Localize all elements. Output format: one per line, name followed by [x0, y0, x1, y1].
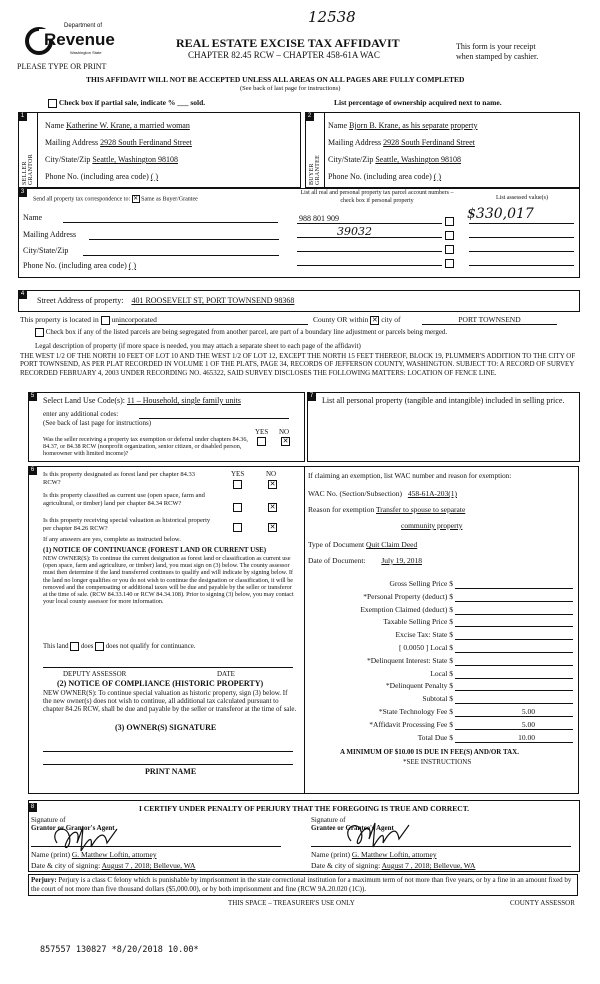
- legal-label: Legal description of property (if more space is needed, you may attach a separate sheet to each page of the affidavit): [35, 342, 361, 350]
- reason-field-1[interactable]: Transfer to spouse to separate: [375, 505, 466, 514]
- section-6-designation: [28, 466, 305, 794]
- logo-name: Revenue: [44, 30, 115, 49]
- see-instructions: *SEE INSTRUCTIONS: [403, 758, 472, 766]
- does-not-checkbox[interactable]: [95, 642, 104, 651]
- section-number: 8: [28, 803, 37, 812]
- tax-row-line: [455, 729, 573, 730]
- grantee-name-field[interactable]: G. Matthew Loftin, attorney: [351, 850, 437, 859]
- s5-yes-checkbox[interactable]: [257, 437, 266, 446]
- tax-row-line: [455, 665, 573, 666]
- street-label: Street Address of property:: [37, 296, 124, 305]
- grantee-date-row: [311, 861, 475, 870]
- warning-text: THIS AFFIDAVIT WILL NOT BE ACCEPTED UNLESS ALL AREAS ON ALL PAGES ARE FULLY COMPLETED: [86, 75, 465, 84]
- q3-text: Is this property receiving special valuation as historical property per chapter 84.26 RCW?: [43, 517, 211, 532]
- street-row: [37, 296, 294, 305]
- grantor-date-label: Date & city of signing:: [31, 861, 101, 870]
- segregated-row: [35, 328, 447, 337]
- seller-city-label: City/State/Zip: [45, 155, 91, 164]
- q3-yes-checkbox[interactable]: [233, 523, 242, 532]
- s3-address-row: [23, 230, 76, 239]
- city-of-label: city of: [381, 315, 401, 324]
- land-use-label: Select Land Use Code(s):: [43, 396, 125, 405]
- tax-row-line: [455, 639, 573, 640]
- tax-row-line: [455, 690, 573, 691]
- correspondence-label: Send all property tax correspondence to:: [33, 196, 131, 203]
- seller-city-field[interactable]: Seattle, Washington 98108: [92, 155, 178, 164]
- tax-row-label: *Delinquent Penalty $: [385, 681, 453, 691]
- same-as-buyer-label: Same as Buyer/Grantee: [141, 196, 198, 203]
- grantor-agent-label: Grantor or Grantor's Agent: [31, 824, 115, 832]
- if-yes-text: If any answers are yes, complete as instructed below.: [43, 536, 181, 543]
- certify-text: I CERTIFY UNDER PENALTY OF PERJURY THAT THE FOREGOING IS TRUE AND CORRECT.: [139, 804, 470, 813]
- perjury-text: Perjury is a class C felony which is punishable by imprisonment in the state correctional institution for a maximum term of not more than five years, or by a fine in an amount fixed by the court of not more than five thousand dollars ($5,000.00), or by both imprisonment and fine (RCW 9A.20.020 (1C)).: [31, 876, 572, 893]
- q3-no-checkbox[interactable]: ✕: [269, 523, 276, 531]
- section-number: 6: [28, 466, 37, 475]
- assessed-header: List assessed value(s): [496, 195, 548, 201]
- seller-name-field[interactable]: Katherine W. Krane, a married woman: [66, 121, 190, 130]
- s3-name-label: Name: [23, 213, 43, 222]
- buyer-phone-label: Phone No. (including area code): [328, 172, 432, 181]
- s5-no-checkbox[interactable]: ✕: [282, 437, 289, 445]
- receipt-note-1: This form is your receipt: [456, 42, 536, 51]
- doc-date-label: Date of Document:: [308, 556, 366, 565]
- grantor-date-row: [31, 861, 195, 870]
- print-name-label: PRINT NAME: [145, 767, 197, 776]
- assessed-1[interactable]: $330,017: [467, 206, 534, 222]
- please-type: PLEASE TYPE OR PRINT: [17, 62, 107, 71]
- wac-row: [308, 489, 457, 498]
- section-5-land-use: [28, 392, 305, 462]
- unincorporated-label: unincorporated: [111, 315, 157, 324]
- legal-description: THE WEST 1/2 OF THE NORTH 10 FEET OF LOT 10 AND THE WEST 1/2 OF LOT 12, EXCEPT THE NORTH 15 FEET THEREOF, BLOCK 19, PLUMMER'S ADDITION TO THE CITY OF PORT TOWNSEND, AS PER PLAT RECORDED IN VOLUME 1 OF THE PLATS, PAGE 34, RECORDS OF JEFFERSON COUNTY, WASHINGTON. SUBJECT TO: A RECORD OF SURVEY RECORDED FEBRUARY 4, 2003 UNDER RECORDING NO. 465322, SAID SURVEY DISCLOSES THE FOLLOWING MATTERS: LOCATION OF FENCE LINE.: [20, 352, 576, 377]
- grantor-name-field[interactable]: G. Matthew Loftin, attorney: [71, 850, 157, 859]
- county-or-label: County OR within: [313, 315, 369, 324]
- tax-row-value[interactable]: 5.00: [521, 719, 535, 729]
- unincorporated-checkbox[interactable]: [101, 316, 110, 325]
- grantee-date-field[interactable]: August 7 , 2018; Bellevue, WA: [381, 861, 476, 870]
- doc-date-row: [308, 556, 422, 565]
- grantee-date-label: Date & city of signing:: [311, 861, 381, 870]
- assessed-line-4: [469, 265, 574, 266]
- account-line-4: [297, 265, 442, 266]
- q1-text: Is this property designated as forest land per chapter 84.33 RCW?: [43, 471, 195, 486]
- land-use-row: [43, 396, 241, 405]
- tax-row-line: [455, 601, 573, 602]
- segregated-checkbox[interactable]: [35, 328, 44, 337]
- buyer-address-field[interactable]: 2928 South Ferdinand Street: [383, 138, 475, 147]
- tax-row-line: [455, 678, 573, 679]
- tax-row-label: Exemption Claimed (deduct) $: [360, 604, 453, 614]
- personal-prop-checkbox-1[interactable]: [445, 217, 454, 226]
- tax-row-label: Taxable Selling Price $: [383, 617, 453, 627]
- seller-side-label: SELLER GRANTOR: [22, 154, 34, 185]
- buyer-address-row: [328, 138, 475, 147]
- tax-row-label: *State Technology Fee $: [378, 707, 453, 716]
- perjury-box: [28, 874, 578, 896]
- buyer-name-field[interactable]: Bjorn B. Krane, as his separate property: [349, 121, 478, 130]
- seller-address-field[interactable]: 2928 South Ferdinand Street: [100, 138, 192, 147]
- buyer-city-label: City/State/Zip: [328, 155, 374, 164]
- doc-type-row: [308, 540, 417, 549]
- seller-address-row: [45, 138, 192, 147]
- account-line-1: [297, 223, 442, 224]
- additional-codes-field[interactable]: [139, 418, 289, 419]
- section-number: 1: [18, 112, 27, 121]
- grantor-sig-line: [31, 846, 281, 847]
- seller-phone-row: [45, 172, 158, 181]
- tax-row-label: [ 0.0050 ] Local $: [399, 643, 453, 652]
- exemption-question: Was the seller receiving a property tax exemption or deferral under chapters 84.36, 84.37, or 84.38 RCW (nonprofit organization, senior citizen, or disabled person, homeowner with limited income)?: [43, 436, 248, 457]
- s3-city-row: [23, 246, 68, 255]
- s3-address-label: Mailing Address: [23, 230, 77, 239]
- buyer-city-field[interactable]: Seattle, Washington 98108: [375, 155, 461, 164]
- reason-row: [308, 505, 465, 514]
- account-line-3: [297, 251, 442, 252]
- grantee-agent-label: Grantee or Grantee's Agent: [311, 824, 394, 832]
- date-label: DATE: [217, 670, 235, 678]
- buyer-name-row: [328, 121, 478, 130]
- does-label: does: [80, 643, 94, 651]
- s6-yes-header: YES: [231, 470, 245, 478]
- tax-row-line: [455, 614, 573, 615]
- seller-phone-field[interactable]: ( ): [150, 172, 159, 181]
- partial-sale-checkbox[interactable]: [48, 99, 57, 108]
- seller-name-row: [45, 121, 190, 130]
- tax-row-label: Excise Tax: State $: [395, 630, 453, 640]
- land-use-field[interactable]: 11 – Household, single family units: [126, 396, 241, 405]
- section-7-personal-property: [307, 392, 580, 462]
- q2-yes-checkbox[interactable]: [233, 503, 242, 512]
- doc-type-field[interactable]: Quit Claim Deed: [366, 540, 418, 549]
- tax-row-line: [455, 716, 573, 717]
- tax-row-line: [455, 626, 573, 627]
- receipt-note-2: when stamped by cashier.: [456, 52, 539, 61]
- seller-address-label: Mailing Address: [45, 138, 99, 147]
- grantee-sig-of: Signature of: [311, 816, 346, 824]
- city-field[interactable]: PORT TOWNSEND: [422, 315, 557, 325]
- buyer-side-label: BUYER GRANTEE: [309, 154, 321, 185]
- section-1-seller: [18, 112, 301, 188]
- s3-phone-field[interactable]: ( ): [128, 261, 137, 270]
- within-city-checkbox[interactable]: ✕: [371, 315, 378, 324]
- this-land-row: [43, 642, 195, 651]
- section-number: 2: [305, 112, 314, 121]
- tax-row-line: [455, 652, 573, 653]
- s5-no-header: NO: [279, 428, 290, 436]
- assessed-line-1: [469, 223, 574, 224]
- tax-row-label: Gross Selling Price $: [389, 579, 453, 588]
- notice1-title: (1) NOTICE OF CONTINUANCE (FOREST LAND OR CURRENT USE): [43, 546, 267, 554]
- s3-phone-row: [23, 261, 136, 270]
- section-number: 7: [307, 392, 316, 401]
- wac-label: WAC No. (Section/Subsection): [308, 489, 402, 498]
- seller-phone-label: Phone No. (including area code): [45, 172, 149, 181]
- doc-type-label: Type of Document: [308, 540, 365, 549]
- exemption-tax-panel: [303, 466, 579, 794]
- tax-row-label: Subtotal $: [422, 694, 453, 704]
- tax-row-value[interactable]: 10.00: [518, 732, 535, 742]
- tax-row-label: *Delinquent Interest: State $: [366, 655, 453, 665]
- tax-row-value[interactable]: 5.00: [521, 707, 535, 716]
- claim-label: If claiming an exemption, list WAC number and reason for exemption:: [308, 472, 512, 480]
- s5-yes-header: YES: [255, 428, 269, 436]
- buyer-city-row: [328, 155, 461, 164]
- notice2-text: NEW OWNER(S): To continue special valuation as historic property, sign (3) below. If the new owner(s) does not wish to continue, all additional tax calculated pursuant to chapter 84.26 RCW, shall be due and payable by the seller or transferor at the time of sale.: [43, 689, 297, 713]
- partial-sale-row: [48, 98, 205, 108]
- buyer-address-label: Mailing Address: [328, 138, 382, 147]
- s5-see-back: (See back of last page for instructions): [43, 419, 152, 427]
- account-1[interactable]: 988 801 909: [299, 214, 339, 223]
- street-field[interactable]: 401 ROOSEVELT ST, PORT TOWNSEND 98368: [131, 296, 295, 305]
- section-number: 4: [18, 290, 27, 299]
- s3-phone-label: Phone No. (including area code): [23, 261, 127, 270]
- same-as-buyer-checkbox[interactable]: ✕: [133, 196, 139, 202]
- grantor-date-field[interactable]: August 7 , 2018; Bellevue, WA: [101, 861, 196, 870]
- personal-prop-checkbox-4[interactable]: [445, 259, 454, 268]
- ownership-note: List percentage of ownership acquired next to name.: [334, 98, 502, 107]
- assessed-line-2: [469, 237, 574, 238]
- reason-field-2[interactable]: community property: [401, 521, 463, 530]
- section-3-correspondence: [18, 188, 580, 278]
- section-4-property: [18, 290, 580, 312]
- buyer-phone-row: [328, 172, 441, 181]
- personal-prop-checkbox-3[interactable]: [445, 245, 454, 254]
- s3-city-label: City/State/Zip: [23, 246, 69, 255]
- q2-text: Is this property classified as current use (open space, farm and agricultural, or timber) land per chapter 84.34 RCW?: [43, 492, 205, 507]
- does-not-label: does not qualify for continuance.: [105, 643, 196, 651]
- buyer-name-label: Name: [328, 121, 348, 130]
- tax-row-label: Local $: [430, 668, 453, 678]
- notice2-title: (2) NOTICE OF COMPLIANCE (HISTORIC PROPERTY): [57, 679, 264, 688]
- grantor-sig-of: Signature of: [31, 816, 66, 824]
- section-8-certification: [28, 800, 580, 872]
- assessed-line-3: [469, 251, 574, 252]
- owner-signature-title: (3) OWNER(S) SIGNATURE: [115, 723, 217, 732]
- treasurer-use: THIS SPACE – TREASURER'S USE ONLY: [228, 899, 355, 907]
- segregated-label: Check box if any of the listed parcels are being segregated from another parcel, are part of a boundary line adjustment or parcels being merged.: [45, 328, 448, 337]
- accounts-header: List all real and personal property tax parcel account numbers – check box if personal property: [300, 190, 454, 204]
- seller-city-row: [45, 155, 178, 164]
- correspondence-row: [33, 195, 198, 203]
- county-assessor-label: COUNTY ASSESSOR: [510, 899, 575, 907]
- deputy-assessor-line[interactable]: [43, 667, 293, 668]
- grantee-sig-line: [311, 846, 571, 847]
- account-2[interactable]: 39032: [337, 225, 372, 238]
- this-land-label: This land: [43, 643, 69, 651]
- account-line-2: [297, 237, 442, 238]
- seller-name-label: Name: [45, 121, 65, 130]
- section-number: 3: [18, 188, 27, 197]
- deputy-assessor-label: DEPUTY ASSESSOR: [63, 670, 127, 678]
- q2-no-checkbox[interactable]: ✕: [269, 503, 276, 511]
- s3-address-field[interactable]: [89, 239, 279, 240]
- partial-sale-label: Check box if partial sale, indicate % ___ sold.: [58, 98, 206, 107]
- s3-city-field[interactable]: [83, 255, 279, 256]
- tax-row-label: *Affidavit Processing Fee $: [369, 719, 453, 729]
- grantor-name-row: [31, 850, 157, 859]
- section-number: 5: [28, 392, 37, 401]
- form-title: REAL ESTATE EXCISE TAX AFFIDAVIT: [176, 36, 400, 50]
- notice1-text: NEW OWNER(S): To continue the current designation as forest land or classification as current use (open space, farm and agriculture, or timber) land, you must sign on (3) below. The county assessor must then determine if the land transferred continues to qualify and will indicate by signing below. If the land no longer qualifies or you do not wish to continue the designation or classification, it will be removed and the compensating or additional taxes will be due and payable by the seller or transferor at the time of sale. (RCW 84.33.140 or RCW 84.34.108). Prior to signing (3) below, you may contact your local county assessor for more information.: [43, 555, 294, 606]
- doc-date-field[interactable]: July 19, 2018: [381, 556, 422, 565]
- tax-row-label: *Personal Property (deduct) $: [363, 591, 453, 601]
- personal-prop-checkbox-2[interactable]: [445, 231, 454, 240]
- cashier-stamp: 857557 130827 *8/20/2018 10.00*: [40, 945, 199, 955]
- located-in-label: This property is located in: [20, 315, 99, 324]
- dor-logo: [22, 20, 117, 62]
- wac-field[interactable]: 458-61A-203(1): [407, 489, 457, 498]
- s3-name-row: [23, 213, 293, 222]
- minimum-note: A MINIMUM OF $10.00 IS DUE IN FEE(S) AND/OR TAX.: [340, 748, 519, 756]
- s3-name-field[interactable]: [63, 222, 278, 223]
- tax-row-line: [455, 742, 573, 743]
- logo-state: Washington State: [70, 50, 102, 55]
- section-7-text: List all personal property (tangible and intangible) included in selling price.: [322, 396, 565, 405]
- section-2-buyer: [305, 112, 580, 188]
- reason-label: Reason for exemption: [308, 505, 375, 514]
- tax-row-line: [455, 588, 573, 589]
- handwritten-number: 12538: [308, 8, 356, 26]
- tax-row-line: [455, 703, 573, 704]
- tax-row-label: Total Due $: [417, 732, 453, 742]
- grantee-name-row: [311, 850, 437, 859]
- logo-dept: Department of: [64, 23, 103, 29]
- grantee-name-label: Name (print): [311, 850, 350, 859]
- owner-signature-line[interactable]: [43, 751, 293, 752]
- perjury-label: Perjury:: [31, 876, 57, 884]
- buyer-phone-field[interactable]: ( ): [433, 172, 442, 181]
- s6-no-header: NO: [266, 470, 277, 478]
- q1-no-checkbox[interactable]: ✕: [269, 480, 276, 488]
- county-or-row: [313, 315, 401, 325]
- additional-codes-label: enter any additional codes:: [43, 410, 119, 418]
- print-name-line[interactable]: [43, 764, 293, 765]
- q1-yes-checkbox[interactable]: [233, 480, 242, 489]
- county-field[interactable]: [118, 324, 308, 325]
- grantor-name-label: Name (print): [31, 850, 70, 859]
- form-subtitle: CHAPTER 82.45 RCW – CHAPTER 458-61A WAC: [188, 50, 380, 60]
- additional-codes-row: [43, 410, 118, 418]
- see-back-text: (See back of last page for instructions): [240, 85, 341, 92]
- does-checkbox[interactable]: [70, 642, 79, 651]
